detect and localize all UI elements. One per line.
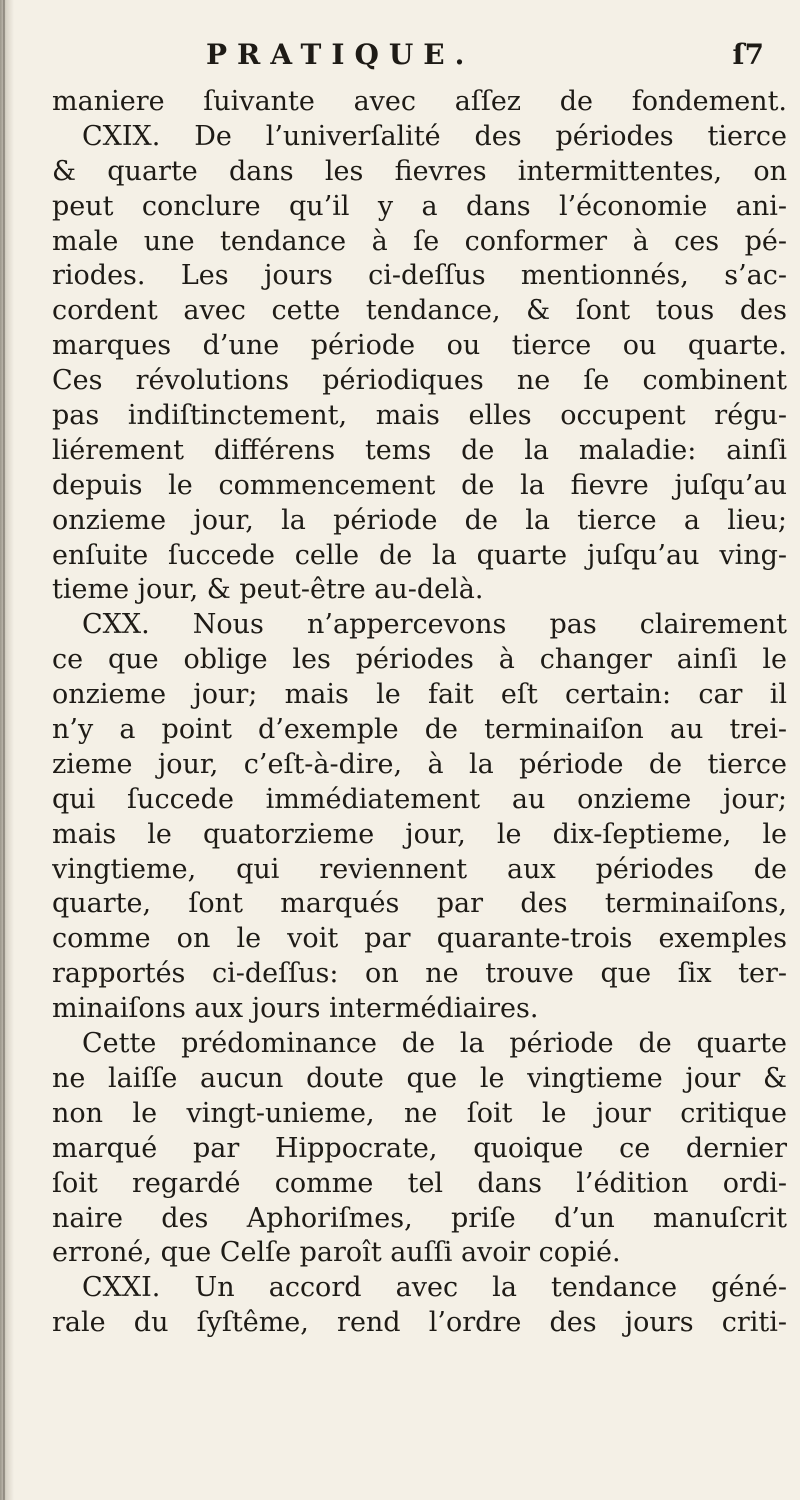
text-line: erroné, que Celſe paroît auſſi avoir copié. xyxy=(52,1237,621,1269)
text-line: onzieme jour; mais le fait eſt certain: car il xyxy=(52,679,787,711)
text-line: marques d’une période ou tierce ou quarte. xyxy=(52,330,787,362)
text-line: onzieme jour, la période de la tierce a lieu; xyxy=(52,504,787,536)
text-line: ce que oblige les périodes à changer ainſi le xyxy=(52,644,787,676)
paragraph-cxix-start: CXIX. De l’univerſalité des périodes tierce xyxy=(82,120,787,152)
text-line: tieme jour, & peut-être au-delà. xyxy=(52,574,484,606)
text-line: riodes. Les jours ci-deſſus mentionnés, s’ac- xyxy=(52,260,787,292)
text-line: pas indiſtinctement, mais elles occupent régu- xyxy=(52,400,787,432)
page-header xyxy=(40,38,780,78)
text-line: male une tendance à ſe conformer à ces pé- xyxy=(52,225,787,257)
text-line: cordent avec cette tendance, & ſont tous des xyxy=(52,295,787,327)
text-line: qui ſuccede immédiatement au onzieme jour; xyxy=(52,783,787,815)
paragraph-start: Cette prédominance de la période de quarte xyxy=(82,1028,787,1060)
page-number: ſ7 xyxy=(732,38,764,71)
text-line: ne laiſſe aucun doute que le vingtieme jour & xyxy=(52,1062,787,1094)
text-line: non le vingt-unieme, ne ſoit le jour critique xyxy=(52,1097,787,1129)
text-line: marqué par Hippocrate, quoique ce dernier xyxy=(52,1132,787,1164)
text-line: minaiſons aux jours intermédiaires. xyxy=(52,993,539,1025)
text-line: & quarte dans les fievres intermittentes, on xyxy=(52,155,787,187)
text-line: n’y a point d’exemple de terminaiſon au trei- xyxy=(52,714,787,746)
text-line: Ces révolutions périodiques ne ſe combinent xyxy=(52,365,787,397)
text-line: quarte, ſont marqués par des terminaiſons, xyxy=(52,888,787,920)
text-line: depuis le commencement de la fievre juſqu’au xyxy=(52,469,787,501)
text-line: rale du ſyſtême, rend l’ordre des jours criti- xyxy=(52,1307,787,1339)
text-line: comme on le voit par quarante-trois exemples xyxy=(52,923,787,955)
text-line: mais le quatorzieme jour, le dix-ſeptieme, le xyxy=(52,818,787,850)
text-line: liérement différens tems de la maladie: ainſi xyxy=(52,434,787,466)
text-line: peut conclure qu’il y a dans l’économie ani- xyxy=(52,190,787,222)
running-title: PRATIQUE. xyxy=(206,38,475,71)
text-line: maniere ſuivante avec aſſez de fondement. xyxy=(52,86,787,117)
paragraph-cxx-start: CXX. Nous n’appercevons pas clairement xyxy=(82,609,787,641)
text-line: rapportés ci-deſſus: on ne trouve que ſix ter- xyxy=(52,958,787,990)
text-line: enſuite ſuccede celle de la quarte juſqu’au ving- xyxy=(52,539,787,571)
body-text xyxy=(52,85,787,1341)
text-line: zieme jour, c’eſt-à-dire, à la période de tierce xyxy=(52,748,787,780)
page-gutter-edge xyxy=(3,0,5,1500)
paragraph-cxxi-start: CXXI. Un accord avec la tendance géné- xyxy=(82,1272,787,1304)
text-line: ſoit regardé comme tel dans l’édition ordi- xyxy=(52,1167,787,1199)
text-line: vingtieme, qui reviennent aux périodes de xyxy=(52,853,787,885)
text-line: naire des Aphoriſmes, priſe d’un manuſcrit xyxy=(52,1202,787,1234)
